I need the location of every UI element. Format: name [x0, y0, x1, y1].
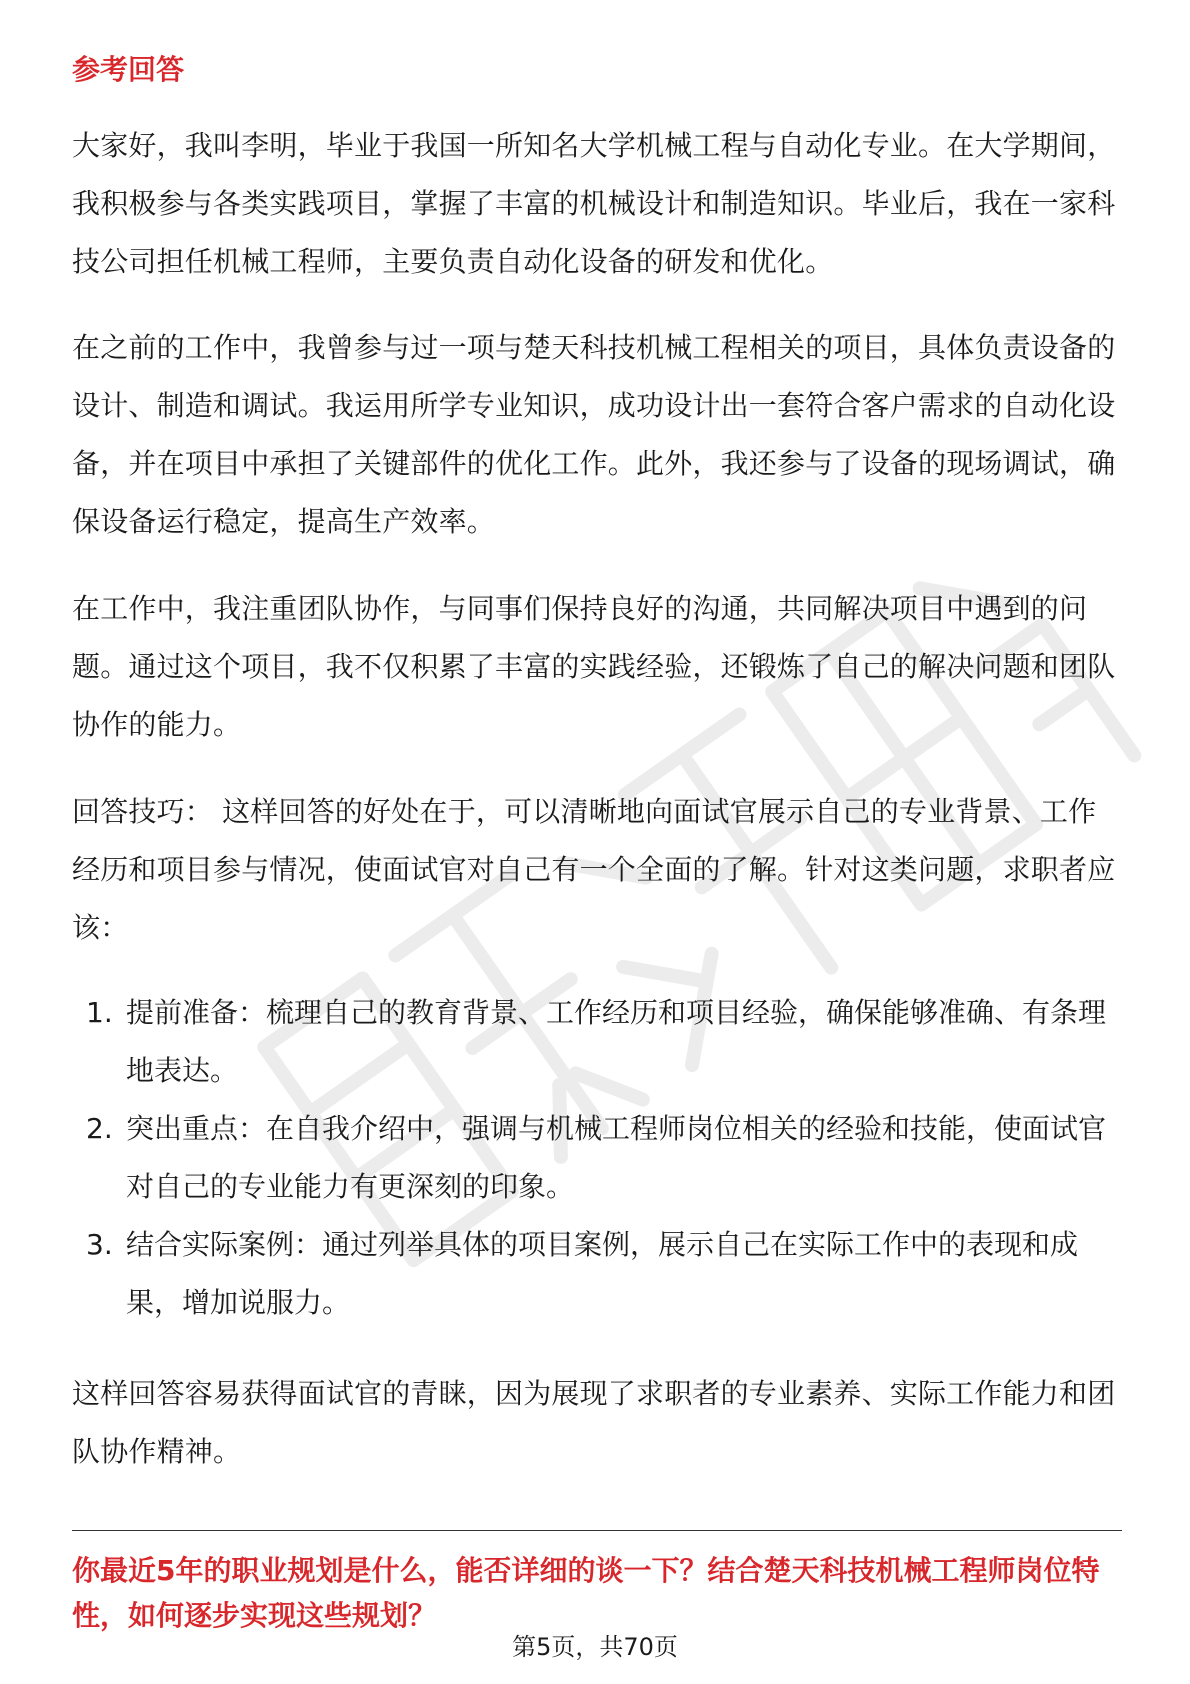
list-item: [72, 1216, 1122, 1332]
list-item-text: 提前准备：梳理自己的教育背景、工作经历和项目经验，确保能够准确、有条理地表达。: [126, 996, 1107, 1087]
divider: [72, 1530, 1122, 1531]
tips-list: [72, 984, 1122, 1332]
paragraph-conclusion: 这样回答容易获得面试官的青睐，因为展现了求职者的专业素养、实际工作能力和团队协作精神。: [72, 1377, 1116, 1468]
paragraph-intro: 大家好，我叫李明，毕业于我国一所知名大学机械工程与自动化专业。在大学期间，我积极参与各类实践项目，掌握了丰富的机械设计和制造知识。毕业后，我在一家科技公司担任机械工程师，主要负责自动化设备的研发和优化。: [72, 129, 1116, 278]
paragraph-tips-intro: 回答技巧： 这样回答的好处在于，可以清晰地向面试官展示自己的专业背景、工作经历和项目参与情况，使面试官对自己有一个全面的了解。针对这类问题，求职者应该：: [72, 795, 1116, 944]
list-item: [72, 1100, 1122, 1216]
list-item: [72, 984, 1122, 1100]
list-item-number: 2.: [86, 1112, 113, 1145]
paragraph-teamwork: 在工作中，我注重团队协作，与同事们保持良好的沟通，共同解决项目中遇到的问题。通过这个项目，我不仅积累了丰富的实践经验，还锻炼了自己的解决问题和团队协作的能力。: [72, 592, 1116, 741]
list-item-number: 3.: [86, 1228, 113, 1261]
list-item-text: 突出重点：在自我介绍中，强调与机械工程师岗位相关的经验和技能，使面试官对自己的专业能力有更深刻的印象。: [126, 1112, 1107, 1203]
list-item-number: 1.: [86, 996, 113, 1029]
page-number: 第5页，共70页: [512, 1633, 678, 1661]
section-title: 参考回答: [72, 53, 185, 86]
next-question-heading: 你最近5年的职业规划是什么，能否详细的谈一下？结合楚天科技机械工程师岗位特性，如何逐步实现这些规划？: [72, 1554, 1100, 1632]
list-item-text: 结合实际案例：通过列举具体的项目案例，展示自己在实际工作中的表现和成果，增加说服力。: [126, 1228, 1079, 1319]
paragraph-project: 在之前的工作中，我曾参与过一项与楚天科技机械工程相关的项目，具体负责设备的设计、制造和调试。我运用所学专业知识，成功设计出一套符合客户需求的自动化设备，并在项目中承担了关键部件的优化工作。此外，我还参与了设备的现场调试，确保设备运行稳定，提高生产效率。: [72, 331, 1116, 538]
